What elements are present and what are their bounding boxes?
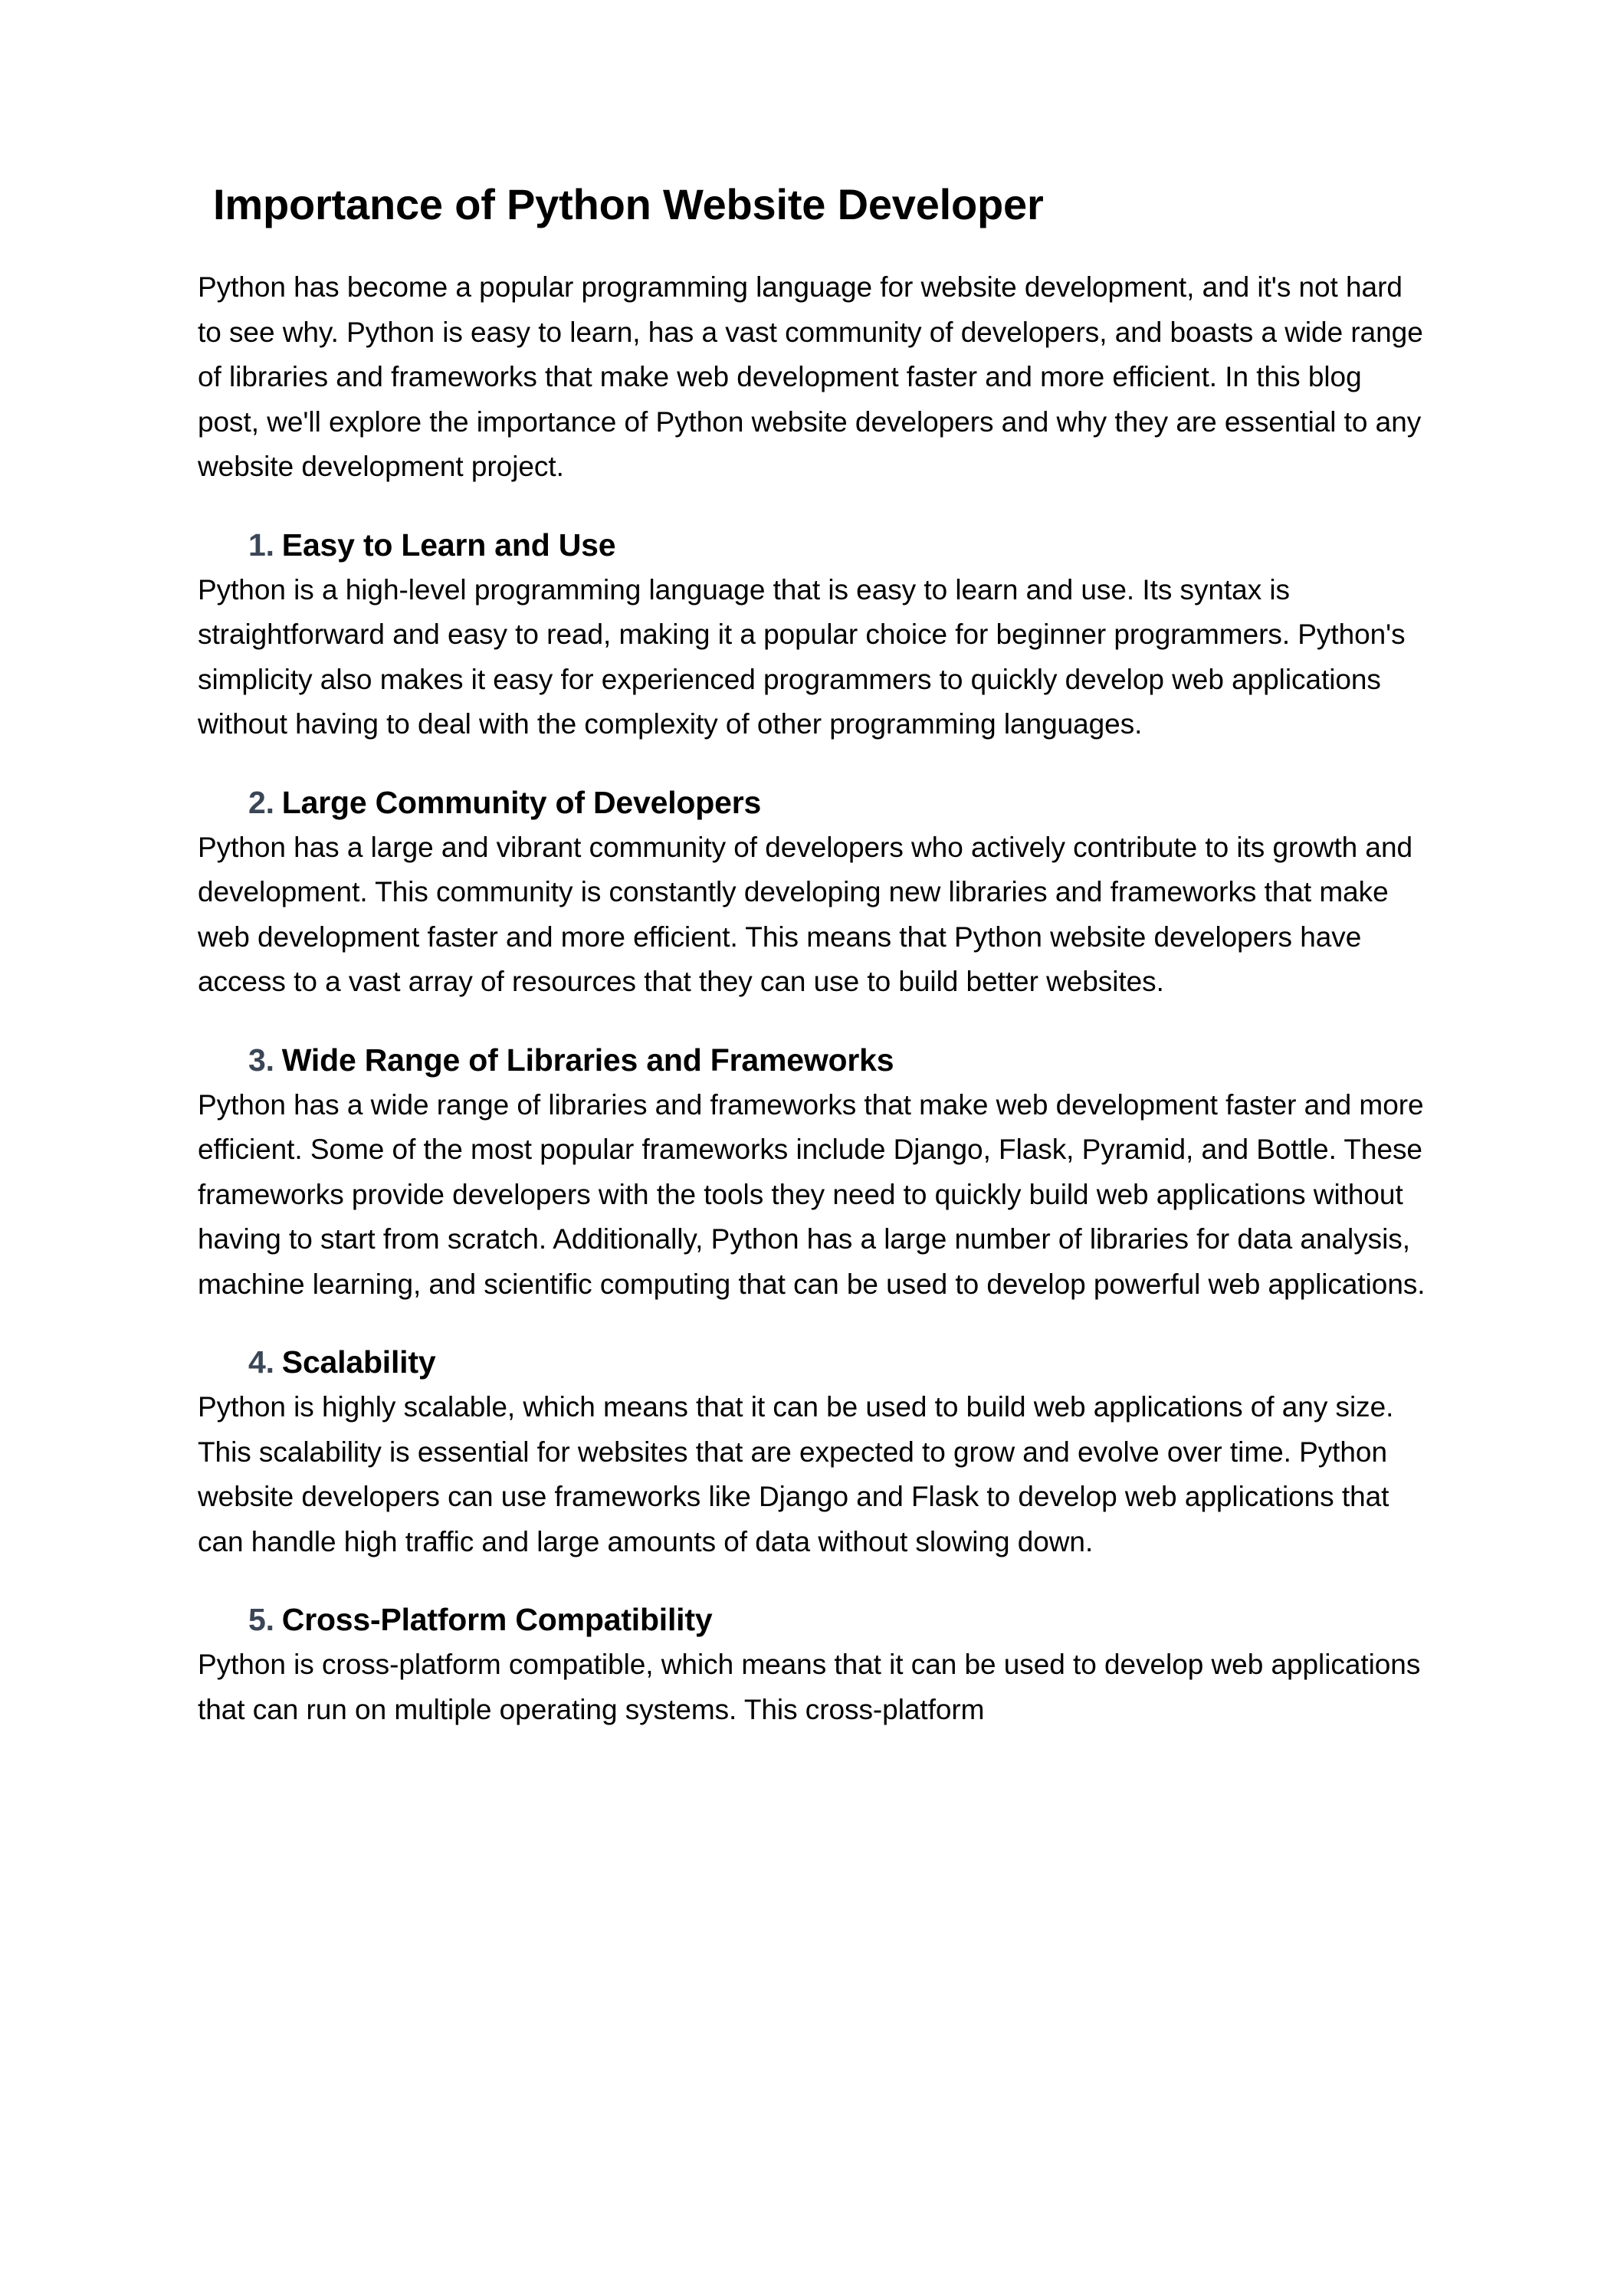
section-cross-platform-compatibility xyxy=(198,1600,1429,1732)
intro-paragraph: Python has become a popular programming language for website development, and it's not hard to see why. Python is easy to learn, has a vast community of developers, and boasts a wide range of libraries and frameworks that make web development faster and more efficient. In this blog post, we'll explore the importance of Python website developers and why they are essential to any website development project. xyxy=(198,271,1423,482)
section-heading xyxy=(248,1600,1429,1639)
section-number: 5. xyxy=(248,1602,274,1637)
section-title: Easy to Learn and Use xyxy=(281,527,616,563)
document-content xyxy=(198,178,1429,1732)
section-body: Python is a high-level programming language that is easy to learn and use. Its syntax is straightforward and easy to read, making it a popular choice for beginner programmers. Python's simplicity also makes it easy for experienced programmers to quickly develop web applications without having to deal with the complexity of other programming languages. xyxy=(198,573,1406,740)
section-heading xyxy=(248,1040,1429,1080)
section-heading xyxy=(248,525,1429,565)
section-heading xyxy=(248,783,1429,822)
section-body: Python has a large and vibrant community of developers who actively contribute to its growth and development. This community is constantly developing new libraries and frameworks that make web development faster and more efficient. This means that Python website developers have access to a vast array of resources that they can use to build better websites. xyxy=(198,831,1413,997)
section-wide-range-of-libraries-and-frameworks xyxy=(198,1040,1429,1308)
section-number: 2. xyxy=(248,784,274,820)
section-easy-to-learn-and-use xyxy=(198,525,1429,747)
section-number: 1. xyxy=(248,527,274,563)
page-title: Importance of Python Website Developer xyxy=(213,180,1044,228)
section-title: Large Community of Developers xyxy=(281,784,762,820)
section-scalability xyxy=(198,1342,1429,1564)
section-body: Python is cross-platform compatible, which means that it can be used to develop web applications that can run on multiple operating systems. This cross-platform xyxy=(198,1649,1421,1725)
section-title: Wide Range of Libraries and Frameworks xyxy=(281,1042,894,1078)
section-title: Cross-Platform Compatibility xyxy=(281,1602,713,1637)
section-title: Scalability xyxy=(281,1344,436,1380)
section-large-community-of-developers xyxy=(198,783,1429,1005)
section-number: 4. xyxy=(248,1344,274,1380)
section-number: 3. xyxy=(248,1042,274,1078)
section-body: Python has a wide range of libraries and frameworks that make web development faster and more efficient. Some of the most popular frameworks include Django, Flask, Pyramid, and Bottle. These frameworks provide developers with the tools they need to quickly build web applications without having to start from scratch. Additionally, Python has a large number of libraries for data analysis, machine learning, and scientific computing that can be used to develop powerful web applications. xyxy=(198,1088,1426,1300)
section-body: Python is highly scalable, which means that it can be used to build web applications of any size. This scalability is essential for websites that are expected to grow and evolve over time. Python website developers can use frameworks like Django and Flask to develop web applications that can handle high traffic and large amounts of data without slowing down. xyxy=(198,1391,1394,1557)
section-heading xyxy=(248,1342,1429,1382)
